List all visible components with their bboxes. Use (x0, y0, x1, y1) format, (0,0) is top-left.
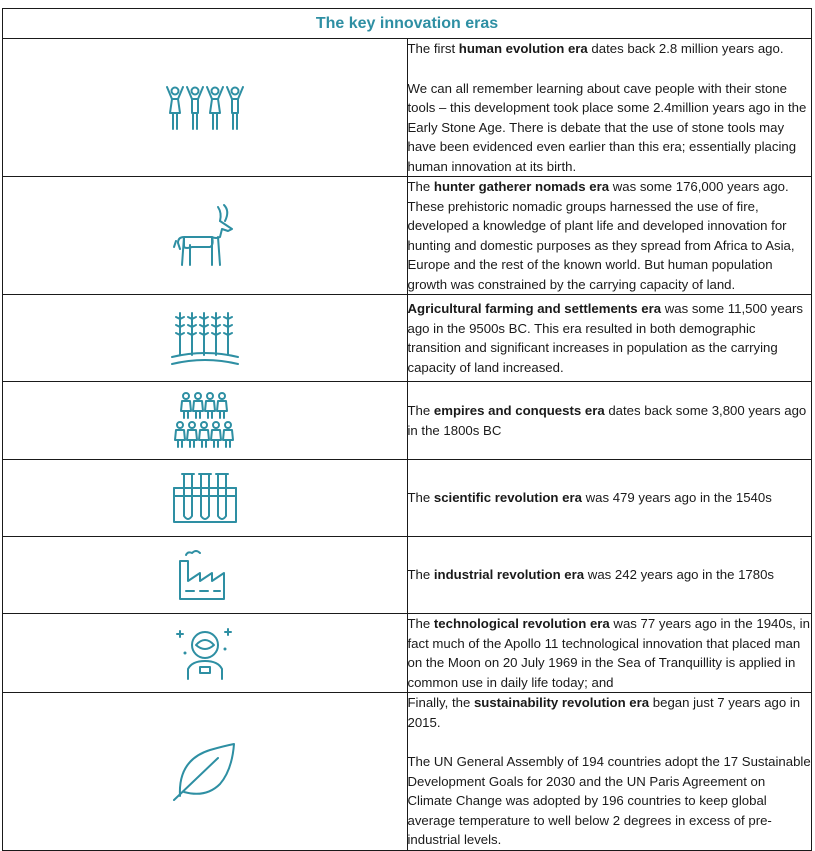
era-row-empires (3, 382, 812, 460)
era-name: industrial revolution era (433, 567, 585, 583)
era-row-sustainability (3, 693, 812, 851)
astronaut-icon (172, 623, 238, 683)
era-name: scientific revolution era (433, 490, 582, 506)
era-intro: Finally, the sustainability revolution era began just 7 years ago in 2015. (407, 695, 801, 730)
era-name: hunter gatherer nomads era (433, 179, 610, 194)
era-name: technological revolution era (433, 616, 610, 631)
era-name: empires and conquests era (433, 403, 605, 418)
era-intro: The scientific revolution era was 479 years ago in the 1540s (407, 490, 772, 506)
era-row-scientific (3, 460, 812, 537)
crowd-icon (170, 391, 240, 451)
era-row-agricultural (3, 295, 812, 382)
era-row-technological (3, 614, 812, 693)
factory-icon (172, 547, 238, 603)
leaf-icon (170, 740, 240, 802)
era-intro: The empires and conquests era dates back some 3,800 years ago in the 1800s BC (407, 403, 807, 438)
era-detail: The UN General Assembly of 194 countries adopt the 17 Sustainable Development Goals for 2030 and the UN Paris Agreement on Climate Change was adopted by 196 countries to keep global average temperature to well below 2 degrees in excess of pre-industrial levels. (407, 754, 811, 847)
antelope-icon (170, 203, 240, 269)
test-tubes-icon (170, 470, 240, 526)
era-row-human-evolution (3, 39, 812, 177)
era-name: human evolution era (458, 41, 588, 56)
table-title: The key innovation eras (3, 9, 812, 39)
era-row-industrial (3, 537, 812, 614)
era-name: sustainability revolution era (473, 695, 650, 710)
era-name: Agricultural farming and settlements era (407, 301, 662, 316)
era-intro: The industrial revolution era was 242 years ago in the 1780s (407, 567, 775, 583)
era-intro: The technological revolution era was 77 years ago in the 1940s, in fact much of the Apollo 11 technological innovation that placed man on the Moon on 20 July 1969 in the Sea of Tranquillity is applied in common use in daily life today; and (407, 616, 810, 690)
era-row-hunter-gatherer (3, 177, 812, 295)
wheat-field-icon (170, 309, 240, 367)
era-intro: Agricultural farming and settlements era was some 11,500 years ago in the 9500s BC. This era resulted in both demographic transition and significant increases in population as the carrying capacity of land increased. (407, 301, 804, 375)
era-intro: The first human evolution era dates back 2.8 million years ago. (407, 41, 784, 56)
era-intro: The hunter gatherer nomads era was some 176,000 years ago. These prehistoric nomadic groups harnessed the use of fire, developed a knowledge of plant life and developed innovation for hunting and domestic purposes as they spread from Africa to Asia, Europe and the rest of the known world. But human population growth was constrained by the carrying capacity of land. (407, 179, 795, 292)
era-detail: We can all remember learning about cave people with their stone tools – this development took place some 2.4million years ago in the Early Stone Age. There is debate that the use of stone tools may have been evidenced even earlier than this era; essentially placing human innovation at its birth. (407, 80, 807, 174)
innovation-eras-table (2, 8, 812, 851)
people-raising-hands-icon (165, 83, 245, 133)
